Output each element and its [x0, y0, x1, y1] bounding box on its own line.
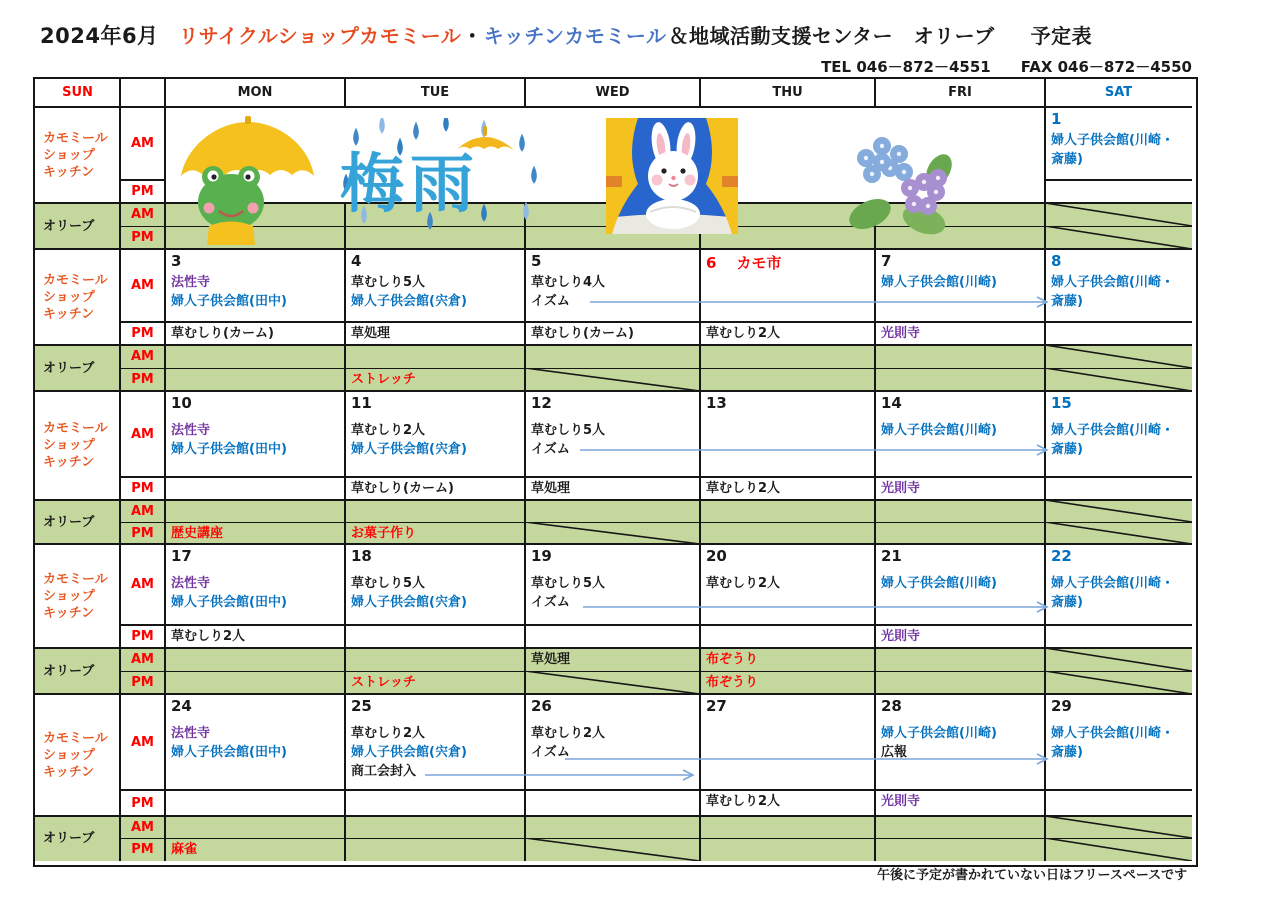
day-28-number: 28: [881, 697, 902, 715]
schedule-entry: 婦人子供会館(田中): [171, 745, 287, 760]
day-5-pm-cell: [531, 324, 694, 343]
tel-number: TEL 046－872－4551: [821, 58, 991, 76]
row-label-olive-pm: PM: [131, 525, 154, 541]
schedule-entry: 光則寺: [881, 629, 921, 644]
day-22-am-cell: [1051, 574, 1186, 612]
grid-line: [120, 179, 165, 181]
schedule-entry: 布ぞうり: [706, 652, 759, 667]
day-4-pm-cell: [351, 324, 519, 343]
grid-line: [874, 78, 876, 107]
schedule-entry: 草むしり2人: [706, 326, 781, 341]
schedule-entry: 婦人子供会館(川崎・斎藤): [1051, 576, 1174, 610]
row-label-pm: PM: [131, 326, 154, 341]
crossed-out-olive-pm-marker: [525, 368, 700, 391]
grid-line: [120, 321, 1192, 323]
day-13-pm-cell: [706, 479, 869, 498]
day-20-am-cell: [706, 574, 869, 593]
fax-number: FAX 046－872－4550: [1020, 58, 1192, 76]
day-29-number: 29: [1051, 697, 1072, 715]
day-3-am-cell: [171, 273, 339, 311]
schedule-entry: 婦人子供会館(田中): [171, 595, 287, 610]
day-27-pm-cell: [706, 792, 869, 811]
day-21-number: 21: [881, 547, 902, 565]
day-19-number: 19: [531, 547, 552, 565]
schedule-entry: 草むしり(カーム): [171, 326, 274, 341]
schedule-entry: 草処理: [531, 652, 571, 667]
schedule-entry: 婦人子供会館(宍倉): [351, 745, 467, 760]
day-7-number: 7: [881, 252, 892, 270]
day-1-number: 1: [1051, 110, 1062, 128]
title-kitchen: キッチンカモミール: [483, 24, 667, 48]
schedule-entry: イズム: [531, 595, 570, 610]
schedule-entry: 法性寺: [171, 275, 211, 290]
day-4-number: 4: [351, 252, 362, 270]
day-11-am-cell: [351, 421, 519, 459]
crossed-out-olive-pm-marker: [1045, 522, 1192, 544]
schedule-entry: 草むしり2人: [171, 629, 246, 644]
row-label-olive: オリーブ: [43, 218, 95, 234]
schedule-entry: 婦人子供会館(宍倉): [351, 442, 467, 457]
crossed-out-olive-pm-marker: [525, 671, 700, 694]
day-7-am-cell: [881, 273, 1039, 292]
day-6-note: カモ市: [736, 254, 782, 272]
row-label-olive-am: AM: [131, 207, 154, 222]
day-21-pm-cell: [881, 627, 1039, 646]
schedule-entry: 草むしり2人: [351, 726, 426, 741]
title-center-olive: ＆地域活動支援センター オリーブ: [668, 24, 995, 48]
schedule-entry: 草むしり2人: [706, 576, 781, 591]
grid-line: [120, 624, 1192, 626]
header-label-column: [120, 78, 165, 107]
row-label-chamomile-shop-kitchen: カモミール ショップ キッチン: [43, 130, 108, 180]
row-label-am: AM: [131, 278, 154, 293]
grid-line: [35, 647, 1192, 649]
day-27-number: 27: [706, 697, 727, 715]
continuation-arrow: [588, 294, 1053, 310]
schedule-entry: 草むしり4人: [531, 275, 606, 290]
day-17-am-cell: [171, 574, 339, 612]
day-4-am-cell: [351, 273, 519, 311]
footer-note: 午後に予定が書かれていない日はフリースペースです: [877, 868, 1188, 883]
schedule-entry: 草むしり5人: [531, 423, 606, 438]
schedule-entry: 婦人子供会館(田中): [171, 294, 287, 309]
day-15-number: 15: [1051, 394, 1072, 412]
day-12-number: 12: [531, 394, 552, 412]
row-label-pm: PM: [131, 795, 154, 811]
crossed-out-olive-pm-marker: [1045, 838, 1192, 861]
header-THU: THU: [772, 85, 803, 100]
row-label-olive-pm: PM: [131, 675, 154, 690]
continuation-arrow: [563, 751, 1053, 767]
row-label-am: AM: [131, 734, 154, 750]
row-label-am: AM: [131, 426, 154, 442]
title-month: 2024年6月: [40, 24, 159, 48]
day-26-number: 26: [531, 697, 552, 715]
day-14-am-cell: [881, 421, 1039, 440]
grid-line: [524, 78, 526, 107]
row-label-pm: PM: [131, 481, 154, 496]
schedule-entry: 法性寺: [171, 726, 211, 741]
title-separator-dot: ・: [462, 24, 483, 48]
grid-line: [344, 203, 346, 861]
day-17-number: 17: [171, 547, 192, 565]
schedule-entry: 婦人子供会館(川崎・斎藤): [1051, 423, 1174, 457]
row-label-olive-am: AM: [131, 503, 154, 519]
tsuyu-rainy-season-text: [338, 118, 543, 236]
header-SAT: SAT: [1104, 85, 1133, 100]
row-label-olive-pm: PM: [131, 842, 154, 857]
row-label-am: AM: [131, 136, 154, 151]
grid-line: [1044, 78, 1046, 861]
day-6-number: 6 カモ市: [706, 254, 782, 272]
schedule-entry: イズム: [531, 745, 570, 760]
day-15-am-cell: [1051, 421, 1186, 459]
row-label-olive: オリーブ: [43, 514, 95, 530]
crossed-out-olive-pm-marker: [1045, 368, 1192, 391]
grid-line: [35, 248, 1192, 250]
day-8-number: 8: [1051, 252, 1062, 270]
row-label-olive-pm: PM: [131, 372, 154, 387]
day-19-olive-am-cell: [531, 650, 694, 669]
grid-line: [1045, 179, 1192, 181]
schedule-entry: 婦人子供会館(川崎・斎藤): [1051, 133, 1174, 167]
schedule-entry: 草むしり5人: [351, 576, 426, 591]
svg-text:梅雨: 梅雨: [340, 148, 480, 222]
schedule-entry: 草むしり2人: [706, 481, 781, 496]
day-12-pm-cell: [531, 479, 694, 498]
crossed-out-olive-am-marker: [1045, 345, 1192, 368]
day-21-am-cell: [881, 574, 1039, 593]
schedule-entry: 光則寺: [881, 481, 921, 496]
header-FRI: FRI: [948, 85, 972, 100]
header-MON: MON: [237, 85, 273, 100]
grid-line: [35, 499, 1192, 501]
grid-line: [35, 815, 1192, 817]
schedule-entry: ストレッチ: [351, 372, 416, 387]
day-18-am-cell: [351, 574, 519, 612]
schedule-entry: 布ぞうり: [706, 675, 759, 690]
schedule-entry: 麻雀: [171, 842, 198, 857]
rabbit-in-window-illustration: [598, 114, 746, 242]
grid-line: [35, 106, 1192, 108]
schedule-entry: 草処理: [351, 326, 391, 341]
day-7-pm-cell: [881, 324, 1039, 343]
continuation-arrow: [581, 599, 1053, 615]
header-TUE: TUE: [420, 85, 450, 100]
title-recycle-shop: リサイクルショップカモミール: [178, 24, 462, 48]
schedule-entry: 婦人子供会館(川崎): [881, 275, 997, 290]
day-4-olive-pm-cell: [351, 370, 519, 389]
day-20-number: 20: [706, 547, 727, 565]
continuation-arrow: [423, 767, 699, 783]
row-label-olive: オリーブ: [43, 663, 95, 679]
day-18-olive-pm-cell: [351, 673, 519, 692]
schedule-entry: 法性寺: [171, 576, 211, 591]
frog-with-umbrella-illustration: [167, 114, 329, 246]
crossed-out-olive-pm-marker: [1045, 671, 1192, 694]
day-20-olive-am-cell: [706, 650, 869, 669]
schedule-entry: 歴史講座: [171, 526, 224, 541]
schedule-entry: ストレッチ: [351, 675, 416, 690]
day-5-number: 5: [531, 252, 542, 270]
day-1-am-cell: [1051, 131, 1186, 169]
row-label-pm: PM: [131, 629, 154, 644]
grid-line: [119, 78, 121, 861]
title-schedule-word: 予定表: [1030, 24, 1093, 48]
schedule-entry: 草むしり2人: [351, 423, 426, 438]
day-3-number: 3: [171, 252, 182, 270]
day-28-pm-cell: [881, 792, 1039, 811]
schedule-entry: 婦人子供会館(川崎・斎藤): [1051, 726, 1174, 760]
row-label-olive-am: AM: [131, 349, 154, 364]
schedule-entry: 草むしり2人: [531, 726, 606, 741]
schedule-entry: 広報: [881, 745, 908, 760]
schedule-entry: 光則寺: [881, 326, 921, 341]
row-label-olive: オリーブ: [43, 831, 95, 846]
row-label-olive-am: AM: [131, 652, 154, 667]
row-label-olive-pm: PM: [131, 230, 154, 245]
day-24-olive-pm-cell: [171, 840, 339, 859]
schedule-entry: 婦人子供会館(川崎): [881, 576, 997, 591]
schedule-entry: 婦人子供会館(宍倉): [351, 294, 467, 309]
day-3-pm-cell: [171, 324, 339, 343]
schedule-entry: 法性寺: [171, 423, 211, 438]
day-24-number: 24: [171, 697, 192, 715]
crossed-out-olive-am-marker: [1045, 500, 1192, 522]
day-17-pm-cell: [171, 627, 339, 646]
grid-line: [120, 476, 1192, 478]
crossed-out-olive-pm-marker: [525, 838, 700, 861]
schedule-entry: 草むしり(カーム): [351, 481, 454, 496]
row-label-chamomile-shop-kitchen: カモミール ショップ キッチン: [43, 730, 108, 780]
schedule-entry: 商工会封入: [351, 764, 417, 779]
day-10-number: 10: [171, 394, 192, 412]
schedule-entry: 婦人子供会館(宍倉): [351, 595, 467, 610]
schedule-entry: 婦人子供会館(川崎): [881, 726, 997, 741]
crossed-out-olive-pm-marker: [525, 522, 700, 544]
grid-line: [35, 344, 1192, 346]
header-WED: WED: [595, 85, 630, 100]
crossed-out-olive-am-marker: [1045, 648, 1192, 671]
row-label-chamomile-shop-kitchen: カモミール ショップ キッチン: [43, 571, 108, 621]
schedule-entry: イズム: [531, 294, 570, 309]
hydrangea-illustration: [842, 120, 954, 240]
day-14-pm-cell: [881, 479, 1039, 498]
schedule-entry: 婦人子供会館(田中): [171, 442, 287, 457]
day-10-olive-pm-cell: [171, 524, 339, 543]
day-6-pm-cell: [706, 324, 869, 343]
row-label-chamomile-shop-kitchen: カモミール ショップ キッチン: [43, 272, 108, 322]
day-25-number: 25: [351, 697, 372, 715]
grid-line: [120, 789, 1192, 791]
grid-line: [699, 78, 701, 107]
grid-line: [164, 78, 166, 861]
schedule-entry: 草処理: [531, 481, 571, 496]
day-8-am-cell: [1051, 273, 1186, 311]
schedule-entry: 草むしり(カーム): [531, 326, 634, 341]
day-10-am-cell: [171, 421, 339, 459]
day-14-number: 14: [881, 394, 902, 412]
schedule-entry: 草むしり5人: [531, 576, 606, 591]
row-label-olive-am: AM: [131, 819, 154, 835]
row-label-am: AM: [131, 577, 154, 592]
day-11-pm-cell: [351, 479, 519, 498]
schedule-entry: お菓子作り: [351, 526, 417, 541]
header-SUN: SUN: [62, 85, 93, 100]
day-13-number: 13: [706, 394, 727, 412]
day-11-number: 11: [351, 394, 372, 412]
day-11-olive-pm-cell: [351, 524, 519, 543]
crossed-out-olive-am-marker: [1045, 816, 1192, 838]
schedule-entry: 光則寺: [881, 794, 921, 809]
day-20-olive-pm-cell: [706, 673, 869, 692]
day-24-am-cell: [171, 724, 339, 762]
schedule-entry: 草むしり2人: [706, 794, 781, 809]
day-18-number: 18: [351, 547, 372, 565]
day-22-number: 22: [1051, 547, 1072, 565]
row-label-olive: オリーブ: [43, 360, 95, 376]
schedule-entry: 婦人子供会館(川崎・斎藤): [1051, 275, 1174, 309]
row-label-pm: PM: [131, 184, 154, 199]
schedule-entry: 婦人子供会館(川崎): [881, 423, 997, 438]
crossed-out-olive-pm-marker: [1045, 226, 1192, 249]
continuation-arrow: [578, 442, 1053, 458]
grid-line: [344, 78, 346, 107]
day-29-am-cell: [1051, 724, 1186, 762]
schedule-entry: イズム: [531, 442, 570, 457]
schedule-entry: 草むしり5人: [351, 275, 426, 290]
crossed-out-olive-am-marker: [1045, 203, 1192, 226]
row-label-chamomile-shop-kitchen: カモミール ショップ キッチン: [43, 421, 108, 470]
